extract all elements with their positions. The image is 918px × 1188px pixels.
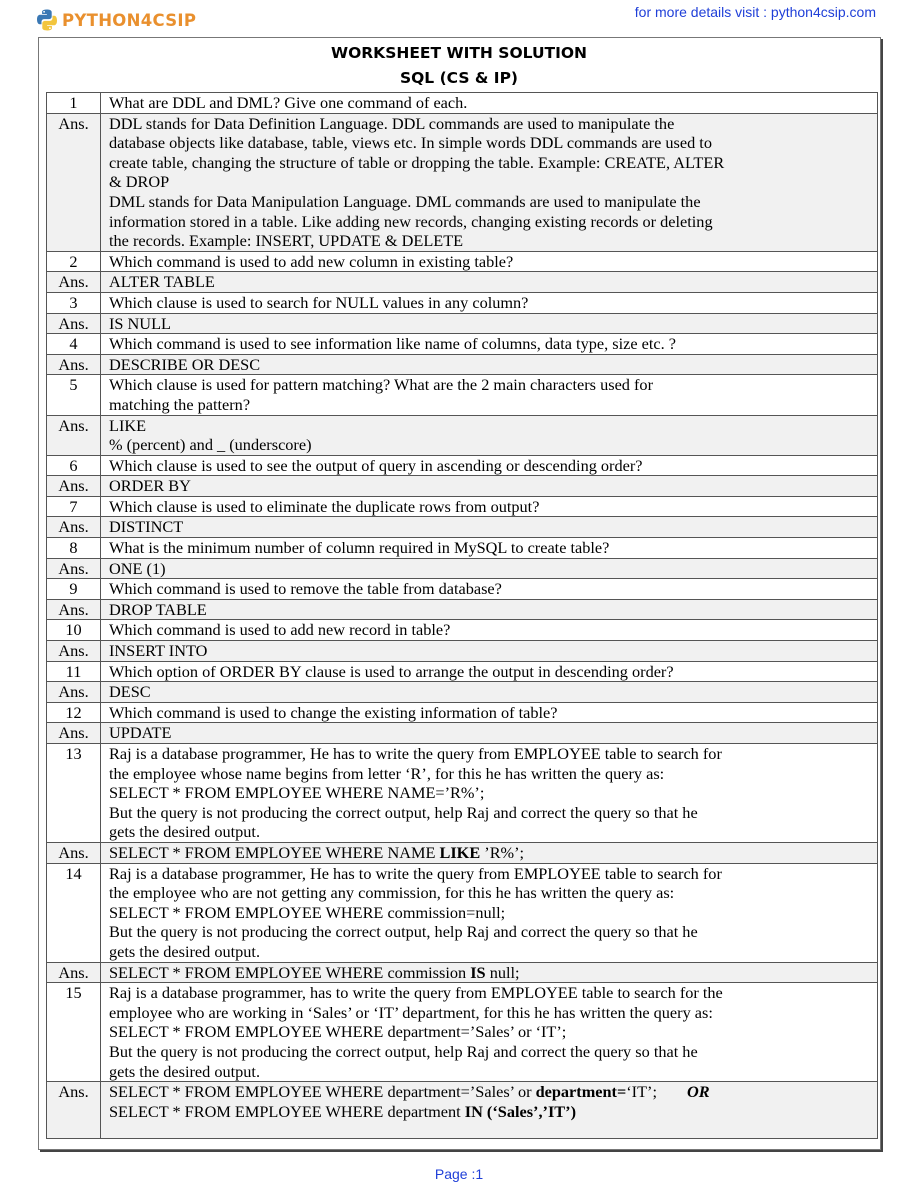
answer-text-part: IN (‘Sales’,’IT’) [464,1101,577,1121]
question-number: 1 [47,93,101,114]
question-row [47,375,878,415]
logo-text: PYTHON4CSIP [62,10,197,30]
answer-text [101,842,878,863]
python4csip-logo [35,6,196,34]
answer-label: Ans. [47,354,101,375]
answer-line: the records. Example: INSERT, UPDATE & DELETE [109,231,464,251]
question-line: SELECT * FROM EMPLOYEE WHERE NAME=’R%’; [109,783,485,803]
question-row [47,93,878,114]
answer-line: DISTINCT [109,517,184,537]
question-row [47,983,878,1082]
answer-line: DDL stands for Data Definition Language. DDL commands are used to manipulate the [109,113,675,133]
question-line: the employee who are not getting any commission, for this he has written the query as: [109,883,675,903]
question-line: SELECT * FROM EMPLOYEE WHERE department=’Sales’ or ‘IT’; [109,1022,567,1042]
answer-text [101,272,878,293]
question-number: 13 [47,744,101,843]
answer-line: create table, changing the structure of table or dropping the table. Example: CREATE, ALTER [109,152,725,172]
question-line: Raj is a database programmer, He has to write the query from EMPLOYEE table to search for [109,863,722,883]
question-row [47,334,878,355]
answer-row [47,113,878,251]
question-text [101,334,878,355]
answer-row [47,313,878,334]
question-text [101,375,878,415]
answer-text-part: department= [535,1082,627,1102]
answer-row [47,558,878,579]
answer-line [109,963,873,983]
answer-line: ORDER BY [109,476,191,496]
question-number: 7 [47,496,101,517]
question-number: 10 [47,620,101,641]
answer-line: LIKE [109,415,147,435]
question-number: 9 [47,579,101,600]
question-line: But the query is not producing the correct output, help Raj and correct the query so that he [109,802,698,822]
question-text [101,744,878,843]
question-row [47,538,878,559]
question-text [101,863,878,962]
question-line: gets the desired output. [109,1061,261,1081]
answer-line: information stored in a table. Like adding new records, changing existing records or deleting [109,211,713,231]
answer-line: & DROP [109,172,170,192]
question-line: Raj is a database programmer, has to write the query from EMPLOYEE table to search for the [109,983,723,1003]
question-row [47,579,878,600]
question-text [101,93,878,114]
answer-row [47,354,878,375]
website-link[interactable]: for more details visit : python4csip.com [634,4,876,20]
answer-line: ALTER TABLE [109,272,215,292]
answer-row [47,415,878,455]
answer-label: Ans. [47,272,101,293]
question-text [101,579,878,600]
answer-line: DESC [109,682,151,702]
question-row [47,292,878,313]
answer-row [47,272,878,293]
question-row [47,251,878,272]
answer-row [47,962,878,983]
answer-line: IS NULL [109,313,171,333]
answer-text-part: IS [470,962,486,982]
answer-text-part: ’R%’; [480,842,525,862]
question-number: 12 [47,702,101,723]
answer-text [101,682,878,703]
page-number: Page :1 [434,1166,484,1182]
answer-text [101,599,878,620]
question-row [47,744,878,843]
question-line: Which command is used to remove the table from database? [109,579,502,599]
question-text [101,292,878,313]
answer-line [109,1082,873,1102]
worksheet-table [46,92,878,1139]
answer-line: DESCRIBE OR DESC [109,354,261,374]
answer-row [47,682,878,703]
answer-label: Ans. [47,842,101,863]
question-line: the employee whose name begins from letter ‘R’, for this he has written the query as: [109,763,665,783]
answer-line: ONE (1) [109,558,166,578]
question-row [47,455,878,476]
answer-line [109,1102,873,1122]
question-line: gets the desired output. [109,822,261,842]
answer-text-part: SELECT * FROM EMPLOYEE WHERE department [109,1101,465,1121]
answer-line: database objects like database, table, views etc. In simple words DDL commands are used to [109,133,712,153]
question-number: 4 [47,334,101,355]
python-logo-icon [35,8,59,32]
answer-text-part: SELECT * FROM EMPLOYEE WHERE NAME [109,842,440,862]
answer-text [101,113,878,251]
answer-row [47,476,878,497]
question-line: Which command is used to add new column in existing table? [109,251,514,271]
question-line: But the query is not producing the correct output, help Raj and correct the query so that he [109,1041,698,1061]
question-line: What is the minimum number of column required in MySQL to create table? [109,538,610,558]
answer-text [101,558,878,579]
question-line: SELECT * FROM EMPLOYEE WHERE commission=null; [109,902,506,922]
answer-text [101,415,878,455]
question-line: matching the pattern? [109,394,251,414]
answer-text [101,517,878,538]
question-text [101,538,878,559]
answer-text [101,476,878,497]
question-row [47,620,878,641]
answer-row [47,842,878,863]
answer-row [47,641,878,662]
answer-label: Ans. [47,113,101,251]
question-number: 3 [47,292,101,313]
question-row [47,496,878,517]
question-line: gets the desired output. [109,941,261,961]
answer-line: INSERT INTO [109,641,208,661]
answer-label: Ans. [47,641,101,662]
answer-label: Ans. [47,682,101,703]
question-line: Which clause is used to search for NULL values in any column? [109,292,529,312]
question-number: 11 [47,661,101,682]
question-number: 2 [47,251,101,272]
question-number: 6 [47,455,101,476]
answer-line: DROP TABLE [109,599,207,619]
answer-text [101,354,878,375]
question-line: Which command is used to add new record in table? [109,620,451,640]
question-text [101,455,878,476]
question-text [101,620,878,641]
answer-row [47,599,878,620]
question-line: Which clause is used to see the output of query in ascending or descending order? [109,455,643,475]
question-line: Raj is a database programmer, He has to write the query from EMPLOYEE table to search for [109,744,722,763]
question-text [101,702,878,723]
answer-row [47,517,878,538]
question-line: Which command is used to change the existing information of table? [109,702,558,722]
question-number: 14 [47,863,101,962]
question-text [101,496,878,517]
answer-text [101,313,878,334]
question-line: Which clause is used to eliminate the duplicate rows from output? [109,496,540,516]
answer-label: Ans. [47,415,101,455]
question-text [101,661,878,682]
answer-text-part: null; [485,962,520,982]
question-row [47,702,878,723]
answer-text-part: SELECT * FROM EMPLOYEE WHERE department=’Sales’ or [109,1082,536,1102]
answer-text [101,641,878,662]
answer-label: Ans. [47,723,101,744]
answer-row [47,723,878,744]
question-line: Which option of ORDER BY clause is used to arrange the output in descending order? [109,661,674,681]
answer-label: Ans. [47,313,101,334]
or-label: OR [686,1082,710,1102]
answer-row [47,1082,878,1139]
answer-line: DML stands for Data Manipulation Language. DML commands are used to manipulate the [109,191,701,211]
question-line: But the query is not producing the correct output, help Raj and correct the query so that he [109,922,698,942]
answer-label: Ans. [47,1082,101,1139]
answer-line [109,843,873,863]
answer-label: Ans. [47,517,101,538]
answer-line: % (percent) and _ (underscore) [109,435,312,455]
question-number: 15 [47,983,101,1082]
worksheet-subtitle: SQL (CS & IP) [399,69,519,87]
question-line: What are DDL and DML? Give one command of each. [109,93,468,112]
question-line: Which command is used to see information like name of columns, data type, size etc. ? [109,334,676,354]
question-row [47,863,878,962]
answer-text-part: SELECT * FROM EMPLOYEE WHERE commission [109,962,471,982]
question-number: 8 [47,538,101,559]
answer-label: Ans. [47,599,101,620]
question-line: employee who are working in ‘Sales’ or ‘IT’ department, for this he has written the query as: [109,1002,713,1022]
answer-text [101,723,878,744]
answer-label: Ans. [47,558,101,579]
answer-label: Ans. [47,962,101,983]
answer-line: UPDATE [109,723,172,743]
answer-text-part: LIKE [439,842,481,862]
answer-text [101,1082,878,1139]
question-text [101,983,878,1082]
question-number: 5 [47,375,101,415]
question-row [47,661,878,682]
question-text [101,251,878,272]
worksheet-title: WORKSHEET WITH SOLUTION [330,44,588,62]
answer-label: Ans. [47,476,101,497]
answer-text [101,962,878,983]
question-line: Which clause is used for pattern matching? What are the 2 main characters used for [109,375,653,395]
answer-text-part: ‘IT’; [626,1082,657,1102]
